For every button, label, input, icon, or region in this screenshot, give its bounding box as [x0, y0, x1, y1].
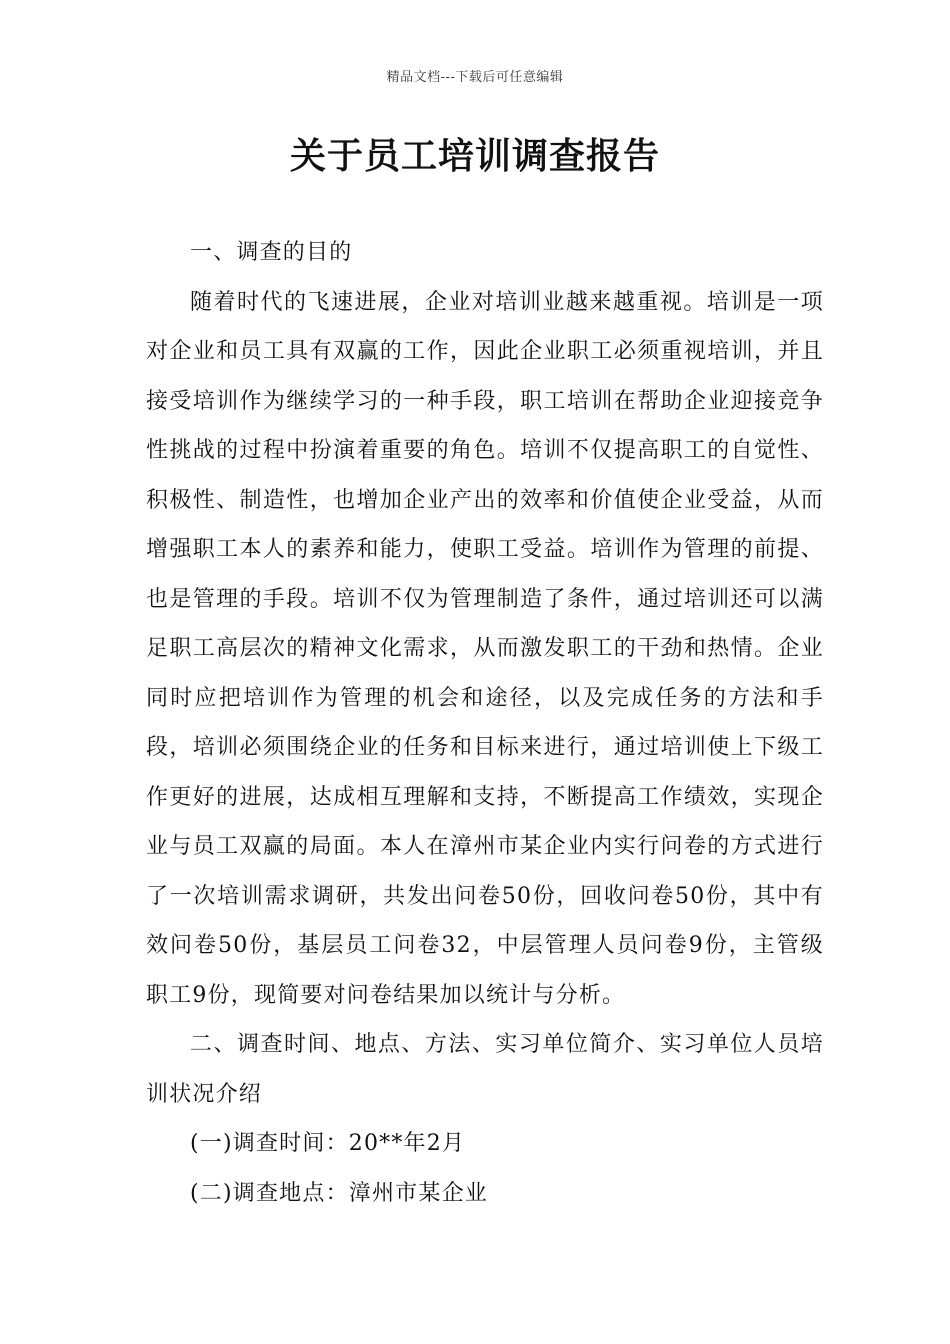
survey-time-item: (一)调查时间：20**年2月 [190, 1131, 466, 1156]
header-note: 精品文档---下载后可任意编辑 [386, 70, 564, 85]
section1-heading: 一、调查的目的 [190, 240, 353, 265]
document-title: 关于员工培训调查报告 [289, 136, 660, 177]
section2-heading: 二、调查时间、地点、方法、实习单位简介、实习单位人员培训状况介绍 [146, 1032, 824, 1107]
document-body [146, 228, 824, 1218]
section1-paragraph: 随着时代的飞速进展，企业对培训业越来越重视。培训是一项对企业和员工具有双赢的工作，因此企业职工必须重视培训，并且接受培训作为继续学习的一种手段，职工培训在帮助企业迎接竞争性挑战的过程中扮演着重要的角色。培训不仅提高职工的自觉性、积极性、制造性，也增加企业产出的效率和价值使企业受益，从而增强职工本人的素养和能力，使职工受益。培训作为管理的前提、也是管理的手段。培训不仅为管理制造了条件，通过培训还可以满足职工高层次的精神文化需求，从而激发职工的干劲和热情。企业同时应把培训作为管理的机会和途径，以及完成任务的方法和手段，培训必须围绕企业的任务和目标来进行，通过培训使上下级工作更好的进展，达成相互理解和支持，不断提高工作绩效，实现企业与员工双赢的局面。本人在漳州市某企业内实行问卷的方式进行了一次培训需求调研，共发出问卷50份，回收问卷50份，其中有效问卷50份，基层员工问卷32，中层管理人员问卷9份，主管级职工9份，现简要对问卷结果加以统计与分析。 [146, 289, 824, 1008]
survey-location-item: (二)调查地点：漳州市某企业 [190, 1180, 488, 1206]
